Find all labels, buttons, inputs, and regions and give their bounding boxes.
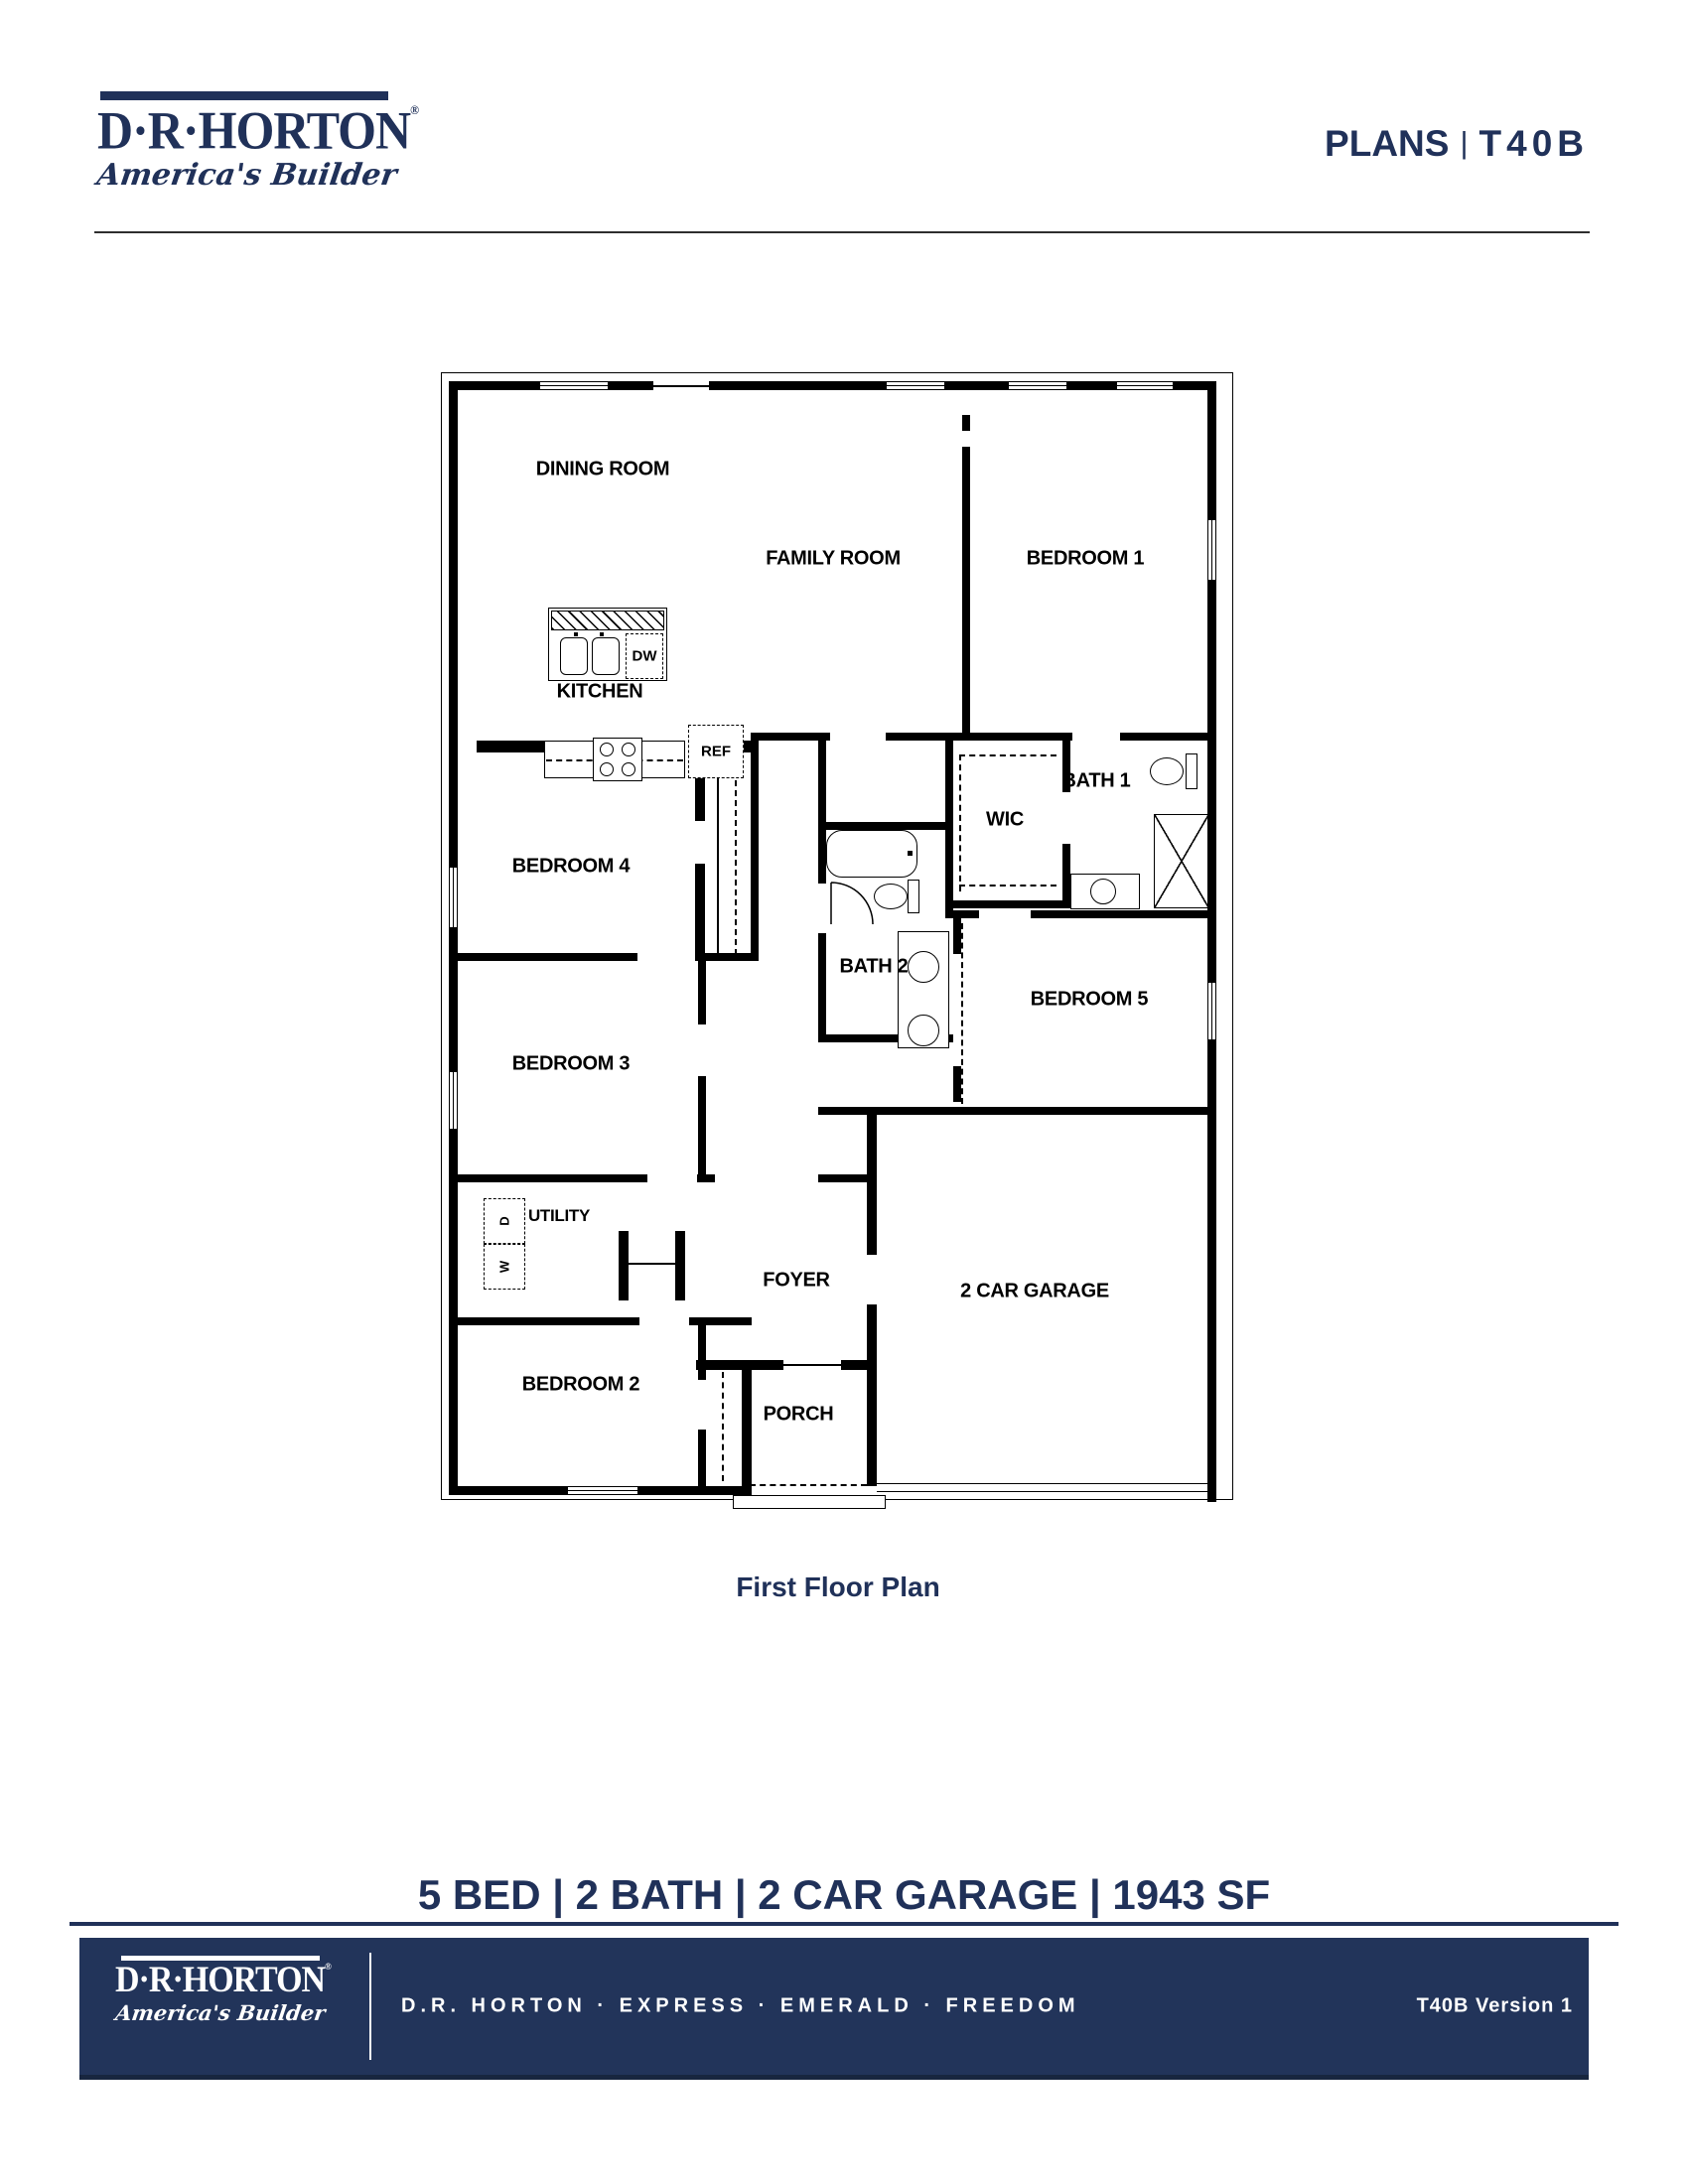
wall xyxy=(698,1430,706,1486)
garage-door xyxy=(877,1483,1207,1492)
wall xyxy=(696,1360,783,1370)
wall xyxy=(449,1486,568,1495)
front-door-opening xyxy=(783,1364,841,1366)
wall xyxy=(477,741,544,752)
room-label-bedroom5: BEDROOM 5 xyxy=(1030,988,1149,1011)
wall xyxy=(962,447,970,735)
wall xyxy=(449,1174,647,1182)
footer-divider xyxy=(369,1953,371,2060)
wall xyxy=(619,1231,629,1300)
wall xyxy=(886,733,1072,741)
wic-shelf xyxy=(959,754,961,891)
washer-label: W xyxy=(496,1260,512,1274)
wall xyxy=(818,741,826,824)
wall xyxy=(818,933,826,1034)
plan-sheet-title xyxy=(1325,123,1589,165)
registered-mark: ® xyxy=(325,1961,331,1973)
wall xyxy=(695,778,705,821)
dr-horton-logo xyxy=(94,91,419,193)
footer-logo-title xyxy=(115,1960,331,2000)
room-label-family: FAMILY ROOM xyxy=(766,547,901,570)
room-label-garage: 2 CAR GARAGE xyxy=(960,1280,1109,1302)
window xyxy=(449,1072,458,1129)
wall xyxy=(818,1174,875,1182)
room-label-bedroom3: BEDROOM 3 xyxy=(511,1052,631,1075)
island-counter-hatch xyxy=(551,611,664,630)
room-label-bedroom4: BEDROOM 4 xyxy=(511,855,631,878)
window xyxy=(1009,381,1066,390)
wall xyxy=(695,953,759,961)
wall xyxy=(1207,381,1216,520)
wall xyxy=(709,381,887,390)
footer-brands: D.R. HORTON · EXPRESS · EMERALD · FREEDOM xyxy=(401,1994,1080,2017)
window xyxy=(1207,520,1216,580)
footer-logo-tagline: America's Builder xyxy=(113,1999,328,2025)
room-label-utility: UTILITY xyxy=(527,1206,591,1225)
wall xyxy=(945,910,979,918)
wall xyxy=(1062,844,1070,900)
footer-bar xyxy=(79,1938,1589,2080)
wall xyxy=(698,1325,706,1380)
wall xyxy=(944,381,1009,390)
logo-title xyxy=(97,99,419,161)
footer-rule xyxy=(70,1922,1618,1926)
wall xyxy=(1120,733,1216,741)
wall xyxy=(751,733,759,961)
specs-line: 5 BED | 2 BATH | 2 CAR GARAGE | 1943 SF xyxy=(417,1871,1271,1918)
wall xyxy=(698,1076,706,1174)
porch-step xyxy=(733,1495,886,1509)
sink xyxy=(1090,879,1116,904)
wall xyxy=(759,733,830,741)
wall xyxy=(818,824,826,884)
room-label-dining: DINING ROOM xyxy=(535,458,670,480)
plans-separator: | xyxy=(1460,125,1469,160)
tub-faucet xyxy=(908,851,913,856)
logo-tagline: America's Builder xyxy=(94,158,399,193)
wall xyxy=(689,1317,752,1325)
burner xyxy=(622,743,635,756)
sink xyxy=(908,951,939,983)
faucet xyxy=(600,632,604,636)
closet-line xyxy=(717,758,719,957)
room-label-porch: PORCH xyxy=(763,1403,834,1426)
wall xyxy=(1066,381,1117,390)
toilet-tank xyxy=(1186,753,1197,789)
header-rule xyxy=(94,231,1590,233)
wall xyxy=(953,900,1070,908)
wall xyxy=(1031,910,1215,918)
wic-shelf xyxy=(959,885,1056,887)
wall xyxy=(449,1317,639,1325)
window xyxy=(449,868,458,927)
sink xyxy=(908,1015,939,1046)
room-label-bedroom2: BEDROOM 2 xyxy=(521,1373,640,1396)
plan-code: T40B xyxy=(1478,123,1589,164)
wall xyxy=(698,961,706,1024)
wall xyxy=(449,953,637,961)
room-label-bath2: BATH 2 xyxy=(839,955,909,978)
porch-edge xyxy=(750,1484,867,1486)
room-label-kitchen: KITCHEN xyxy=(556,680,643,703)
wic-shelf xyxy=(959,754,1056,756)
wall-opening xyxy=(653,385,709,387)
toilet-tank xyxy=(908,880,919,913)
room-label-bath1: BATH 1 xyxy=(1061,769,1131,792)
bathtub xyxy=(826,830,917,878)
footer-version: T40B Version 1 xyxy=(1416,1994,1573,2017)
wall xyxy=(675,1231,685,1300)
logo-title-text: D·R·HORTON xyxy=(97,99,411,161)
closet-rod xyxy=(961,923,963,1104)
wall xyxy=(457,381,540,390)
wall xyxy=(697,1174,715,1182)
registered-mark: ® xyxy=(410,101,419,117)
wall xyxy=(449,927,458,1072)
wall xyxy=(608,381,653,390)
room-label-foyer: FOYER xyxy=(763,1269,830,1292)
sink-basin xyxy=(560,637,588,675)
window xyxy=(1117,381,1173,390)
window xyxy=(1207,983,1216,1039)
burner xyxy=(622,762,635,776)
wall xyxy=(953,1066,961,1102)
room-label-wic: WIC xyxy=(986,808,1024,831)
range xyxy=(593,738,642,781)
toilet-bowl xyxy=(874,884,908,909)
window xyxy=(540,381,608,390)
dryer-label: D xyxy=(496,1216,512,1226)
burner xyxy=(600,762,614,776)
refrigerator-label: REF xyxy=(701,743,731,760)
window xyxy=(568,1486,637,1495)
window xyxy=(887,381,944,390)
footer-logo-title-text: D·R·HORTON xyxy=(115,1960,326,2000)
sink-basin xyxy=(592,637,620,675)
shower xyxy=(1154,814,1209,908)
toilet-bowl xyxy=(1150,757,1184,785)
closet-shelf xyxy=(629,1263,675,1265)
wall xyxy=(953,918,961,954)
dishwasher-label: DW xyxy=(632,647,657,665)
wall xyxy=(867,1304,877,1486)
footer-logo xyxy=(113,1952,331,2025)
closet-rod xyxy=(722,1372,724,1481)
wall xyxy=(449,1129,458,1486)
wall xyxy=(705,1486,752,1495)
wall xyxy=(818,822,951,830)
plan-caption: First Floor Plan xyxy=(736,1571,940,1602)
door-arc xyxy=(830,882,876,927)
wall xyxy=(1207,580,1216,983)
burner xyxy=(600,743,614,756)
faucet xyxy=(574,632,578,636)
wall xyxy=(449,381,458,868)
plans-label: PLANS xyxy=(1325,123,1450,164)
wall xyxy=(742,1370,752,1486)
wall xyxy=(695,864,705,961)
wall xyxy=(962,415,970,431)
building-outline xyxy=(441,372,1233,1500)
wall xyxy=(841,1360,875,1370)
wall xyxy=(867,1115,877,1255)
wall xyxy=(637,1486,705,1495)
floor-plan xyxy=(449,371,1227,1515)
logo-top-bar xyxy=(100,91,388,100)
wall xyxy=(818,1107,1215,1115)
closet-rod xyxy=(735,760,737,955)
room-label-bedroom1: BEDROOM 1 xyxy=(1026,547,1145,570)
